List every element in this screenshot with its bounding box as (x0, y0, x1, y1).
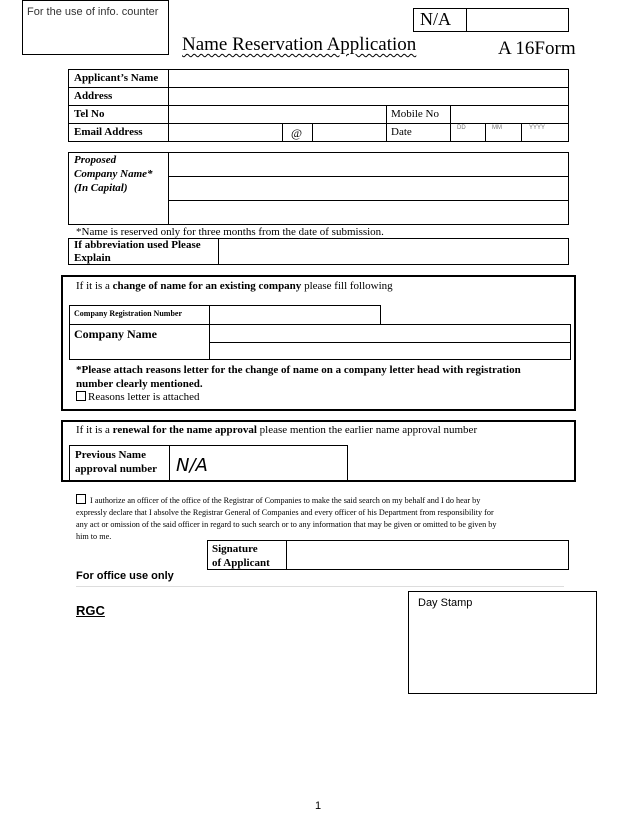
signature-field[interactable] (286, 540, 569, 570)
reg-number-label: Company Registration Number (74, 309, 182, 318)
date-mm-hint: MM (492, 125, 502, 131)
change-intro (76, 280, 393, 292)
signature-label-line1: Signature (212, 543, 258, 555)
renewal-intro-prefix: If it is a (76, 424, 113, 436)
signature-label-cell (207, 540, 287, 570)
authorization-text (76, 494, 568, 543)
info-counter-box (22, 0, 169, 55)
date-label: Date (391, 126, 412, 138)
day-stamp-box (408, 591, 597, 694)
reasons-checkbox-label: Reasons letter is attached (88, 391, 200, 403)
previous-approval-value: N/A (176, 455, 208, 476)
abbreviation-label-line2: Explain (74, 252, 111, 264)
proposed-label (74, 153, 153, 195)
reservation-note: *Name is reserved only for three months from the date of submission. (76, 226, 384, 238)
day-stamp-label: Day Stamp (418, 597, 473, 609)
abbreviation-label (74, 239, 201, 265)
email-label-cell (68, 123, 169, 142)
authorization-line4: him to me. (76, 532, 112, 541)
email-at-cell (282, 123, 313, 142)
attach-note (76, 363, 521, 391)
abbreviation-table (68, 238, 569, 265)
signature-label (212, 542, 270, 570)
renewal-section (61, 420, 576, 482)
company-name-field-2[interactable] (209, 342, 571, 360)
date-yyyy-hint: YYYY (529, 125, 546, 131)
email-user-field[interactable] (168, 123, 283, 142)
mobile-label: Mobile No (391, 108, 439, 120)
reference-value-cell (414, 9, 467, 31)
tel-label: Tel No (74, 108, 105, 120)
email-domain-field[interactable] (312, 123, 387, 142)
rgc-label: RGC (76, 603, 105, 618)
proposed-name-table (68, 152, 569, 225)
reasons-checkbox-row[interactable] (76, 391, 200, 403)
reg-number-label-cell (69, 305, 210, 325)
previous-approval-label-cell (69, 445, 170, 482)
office-divider (76, 586, 564, 587)
proposed-name-field-3[interactable] (168, 200, 569, 225)
previous-approval-field[interactable] (169, 445, 348, 482)
authorization-line2: expressly declare that I absolve the Registrar General of Companies and every officer of his Department from responsibility for (76, 508, 494, 517)
date-month-field[interactable] (485, 123, 522, 142)
signature-table (207, 540, 569, 570)
date-dd-hint: DD (457, 125, 466, 131)
attach-note-line1: *Please attach reasons letter for the change of name on a company letter head with registration (76, 364, 521, 376)
address-label-cell (68, 87, 169, 106)
abbreviation-label-line1: If abbreviation used Please (74, 239, 201, 251)
authorization-line3: any act or omission of the said officer in regard to such search or to any information that may be given or omitted to be given by (76, 520, 497, 529)
authorization-checkbox[interactable] (76, 494, 86, 504)
reg-number-field[interactable] (209, 305, 381, 325)
address-label: Address (74, 90, 113, 102)
reference-value: N/A (420, 9, 451, 29)
previous-approval-label-line1: Previous Name (75, 449, 146, 461)
applicant-name-label: Applicant’s Name (74, 72, 159, 84)
change-intro-bold: change of name for an existing company (112, 280, 302, 292)
proposed-label-line2: Company Name* (74, 168, 153, 180)
date-label-cell (386, 123, 451, 142)
renewal-intro (76, 424, 477, 436)
applicant-name-field[interactable] (168, 69, 569, 88)
proposed-label-line1: Proposed (74, 154, 117, 166)
office-use-heading: For office use only (76, 570, 174, 582)
attach-note-line2: number clearly mentioned. (76, 378, 203, 390)
change-of-name-section (61, 275, 576, 411)
renewal-intro-bold: renewal for the name approval (112, 424, 257, 436)
proposed-label-cell (68, 152, 169, 225)
page-number: 1 (315, 800, 322, 812)
date-day-field[interactable] (450, 123, 486, 142)
company-name-field-1[interactable] (209, 324, 571, 343)
proposed-name-field-1[interactable] (168, 152, 569, 177)
form-title: Name Reservation Application (182, 34, 417, 55)
date-year-field[interactable] (521, 123, 569, 142)
company-name-label: Company Name (74, 327, 157, 341)
proposed-name-field-2[interactable] (168, 176, 569, 201)
tel-label-cell (68, 105, 169, 124)
mobile-label-cell (386, 105, 451, 124)
renewal-intro-suffix: please mention the earlier name approval number (256, 424, 478, 436)
tel-field[interactable] (168, 105, 387, 124)
mobile-field[interactable] (450, 105, 569, 124)
address-field[interactable] (168, 87, 569, 106)
applicant-name-label-cell (68, 69, 169, 88)
signature-label-line2: of Applicant (212, 557, 270, 569)
previous-approval-label (75, 448, 157, 476)
applicant-table (68, 69, 569, 142)
change-intro-prefix: If it is a (76, 280, 113, 292)
email-label: Email Address (74, 126, 143, 138)
previous-approval-label-line2: approval number (75, 463, 158, 475)
authorization-line1: I authorize an officer of the office of the Registrar of Companies to make the said search on my behalf and I do hear by (90, 496, 481, 505)
proposed-label-line3: (In Capital) (74, 182, 128, 194)
abbreviation-label-cell (68, 238, 219, 265)
email-at-symbol: @ (291, 126, 303, 140)
info-counter-label: For the use of info. counter (27, 6, 159, 18)
change-intro-suffix: please fill following (301, 280, 393, 292)
company-name-label-cell (69, 324, 210, 360)
abbreviation-field[interactable] (218, 238, 569, 265)
form-code: A 16Form (498, 38, 576, 59)
reasons-checkbox[interactable] (76, 391, 86, 401)
reference-box (413, 8, 569, 32)
